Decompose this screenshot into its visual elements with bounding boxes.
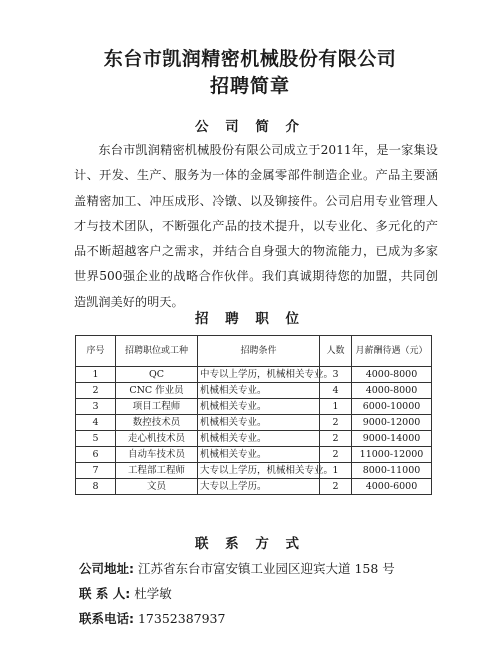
phone-label: 联系电话:: [79, 611, 134, 626]
cell-position: QC: [116, 367, 198, 383]
cell-requirements: 大专以上学历，机械相关专业。: [198, 463, 320, 479]
table-row: [76, 399, 432, 415]
cell-position: 工程部工程师: [116, 463, 198, 479]
cell-requirements: 机械相关专业。: [198, 399, 320, 415]
table-row: [76, 463, 432, 479]
cell-requirements: 机械相关专业。: [198, 383, 320, 399]
cell-position: 走心机技术员: [116, 431, 198, 447]
intro-heading: 公 司 简 介: [194, 119, 306, 135]
contact-heading: 联 系 方 式: [194, 536, 306, 552]
cell-index: 3: [76, 399, 116, 415]
cell-headcount: 2: [320, 431, 352, 447]
cell-headcount: 3: [320, 367, 352, 383]
col-header-requirements: 招聘条件: [198, 336, 320, 367]
table-row: [76, 415, 432, 431]
cell-salary: 4000-8000: [352, 383, 432, 399]
table-row: [76, 431, 432, 447]
cell-headcount: 2: [320, 415, 352, 431]
cell-index: 7: [76, 463, 116, 479]
cell-position: 数控技术员: [116, 415, 198, 431]
cell-position: CNC 作业员: [116, 383, 198, 399]
cell-index: 2: [76, 383, 116, 399]
document-title: 招聘简章: [209, 75, 290, 97]
cell-salary: 4000-6000: [352, 479, 432, 495]
cell-requirements: 大专以上学历。: [198, 479, 320, 495]
cell-headcount: 2: [320, 479, 352, 495]
address-value: 江苏省东台市富安镇工业园区迎宾大道 158 号: [137, 561, 395, 576]
cell-headcount: 1: [320, 399, 352, 415]
table-row: [76, 479, 432, 495]
person-label: 联 系 人:: [79, 586, 131, 601]
cell-requirements: 机械相关专业。: [198, 415, 320, 431]
contact-address-row: [79, 559, 395, 577]
person-value: 杜学敏: [134, 586, 172, 601]
cell-position: 项目工程师: [116, 399, 198, 415]
phone-value: 17352387937: [137, 611, 226, 626]
cell-salary: 4000-8000: [352, 367, 432, 383]
cell-index: 8: [76, 479, 116, 495]
cell-requirements: 机械相关专业。: [198, 431, 320, 447]
intro-text: 东台市凯润精密机械股份有限公司成立于2011年，是一家集设计、开发、生产、服务为一体的金属零部件制造企业。产品主要涵盖精密加工、冲压成形、冷镦、以及铆接件。公司启用专业管理人才与技术团队，不断强化产品的技术提升，以专业化、多元化的产品不断超越客户之需求，并结合自身强大的物流能力，已成为多家世界500强企业的战略合作伙伴。我们真诚期待您的加盟，共同创造凯润美好的明天。: [74, 143, 438, 309]
cell-index: 5: [76, 431, 116, 447]
col-header-index: 序号: [76, 336, 116, 367]
cell-salary: 11000-12000: [352, 447, 432, 463]
cell-index: 6: [76, 447, 116, 463]
cell-headcount: 1: [320, 463, 352, 479]
cell-headcount: 2: [320, 447, 352, 463]
cell-requirements: 机械相关专业。: [198, 447, 320, 463]
contact-person-row: [79, 584, 172, 602]
cell-headcount: 4: [320, 383, 352, 399]
cell-salary: 9000-12000: [352, 415, 432, 431]
jobs-table: [75, 335, 432, 495]
contact-phone-row: [79, 609, 225, 627]
cell-position: 文员: [116, 479, 198, 495]
col-header-headcount: 人数: [320, 336, 352, 367]
table-header-row: [76, 336, 432, 367]
col-header-position: 招聘职位或工种: [116, 336, 198, 367]
cell-salary: 6000-10000: [352, 399, 432, 415]
cell-position: 自动车技术员: [116, 447, 198, 463]
cell-index: 1: [76, 367, 116, 383]
jobs-heading: 招 聘 职 位: [194, 311, 306, 327]
cell-salary: 9000-14000: [352, 431, 432, 447]
cell-index: 4: [76, 415, 116, 431]
address-label: 公司地址:: [79, 561, 134, 576]
table-row: [76, 447, 432, 463]
col-header-salary: 月薪酬待遇（元）: [352, 336, 432, 367]
table-row: [76, 383, 432, 399]
cell-salary: 8000-11000: [352, 463, 432, 479]
cell-requirements: 中专以上学历，机械相关专业。: [198, 367, 320, 383]
company-name: 东台市凯润精密机械股份有限公司: [103, 48, 397, 70]
table-row: [76, 367, 432, 383]
